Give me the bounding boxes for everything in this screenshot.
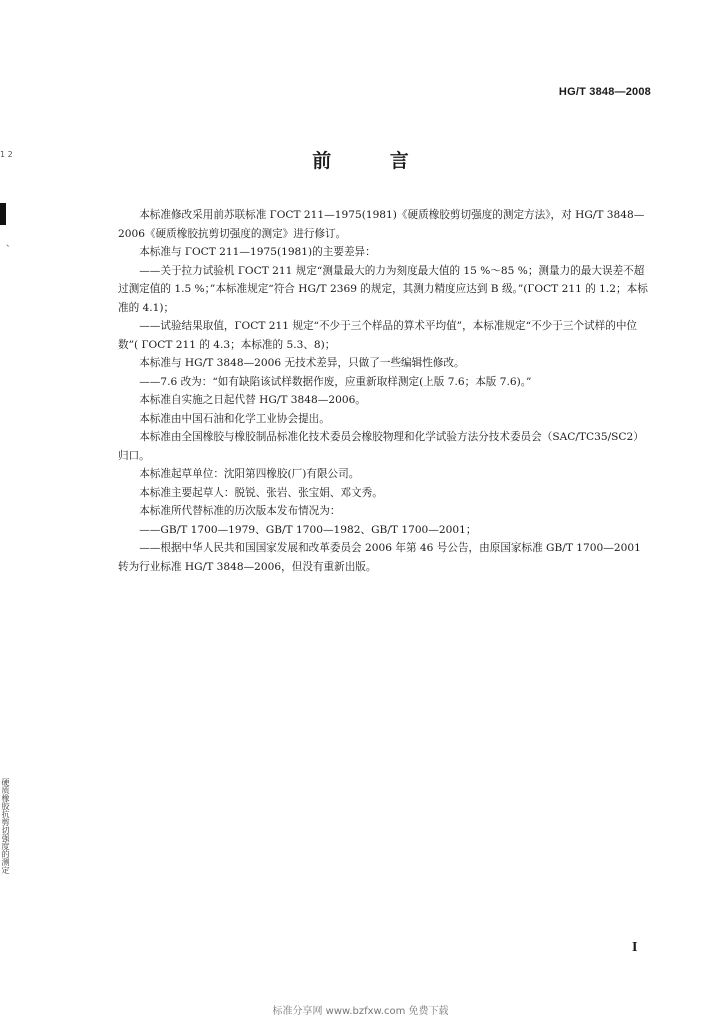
page-number: I xyxy=(632,940,638,955)
paragraph: 本标准主要起草人：脱锐、张岩、张宝娟、邓文秀。 xyxy=(139,486,383,499)
margin-marks: 1 2 xyxy=(0,150,13,159)
paragraph: 本标准所代替标准的历次版本发布情况为： xyxy=(139,505,341,517)
paragraph: ——根据中华人民共和国国家发展和改革委员会 2006 年第 46 号公告，由原国家标准 GB/T 1700—2001 转为行业标准 HG/T 3848—2006，但没有重新出版。 xyxy=(118,542,641,573)
foreword-body xyxy=(118,206,653,576)
spine-text: 硬质橡胶抗剪切强度的测定 xyxy=(1,778,10,874)
margin-dash: 、 xyxy=(6,239,16,249)
paragraph: ——试验结果取值，ГОСТ 211 规定“不少于三个样品的算术平均值”，本标准规定“不少于三个试样的中位数”( ГОСТ 211 的 4.3；本标准的 5.3、8)； xyxy=(118,320,638,351)
paragraph: 本标准自实施之日起代替 HG/T 3848—2006。 xyxy=(139,394,366,406)
paragraph: 本标准由全国橡胶与橡胶制品标准化技术委员会橡胶物理和化学试验方法分技术委员会（SAC/TC35/SC2）归口。 xyxy=(118,431,644,462)
paragraph: ——7.6 改为：“如有缺陷该试样数据作废，应重新取样测定(上版 7.6；本版 7.6)。” xyxy=(139,375,532,388)
paragraph: ——GB/T 1700—1979、GB/T 1700—1982、GB/T 1700—2001； xyxy=(139,523,477,536)
paragraph: ——关于拉力试验机 ГОСТ 211 规定“测量最大的力为刻度最大值的 15 %～85 %；测量力的最大误差不超过测定值的 1.5 %；”本标准规定“符合 HG/T 2369 的规定，其测力精度应达到 B 级。”(ГОСТ 211 的 1.2；本标准的 4.1)； xyxy=(118,264,648,314)
paragraph: 本标准由中国石油和化学工业协会提出。 xyxy=(139,412,330,425)
binding-mark xyxy=(0,203,6,225)
paragraph: 本标准修改采用前苏联标准 ГОСТ 211—1975(1981)《硬质橡胶剪切强度的测定方法》，对 HG/T 3848—2006《硬质橡胶抗剪切强度的测定》进行修订。 xyxy=(118,209,645,240)
page-title: 前 言 xyxy=(312,150,435,172)
paragraph: 本标准起草单位：沈阳第四橡胶(厂)有限公司。 xyxy=(139,468,360,480)
paragraph: 本标准与 HG/T 3848—2006 无技术差异，只做了一些编辑性修改。 xyxy=(139,357,465,369)
standard-code: HG/T 3848—2008 xyxy=(558,86,651,98)
paragraph: 本标准与 ГОСТ 211—1975(1981)的主要差异： xyxy=(139,246,376,258)
watermark-footer: 标准分享网 www.bzfxw.com 免费下载 xyxy=(272,1006,449,1017)
